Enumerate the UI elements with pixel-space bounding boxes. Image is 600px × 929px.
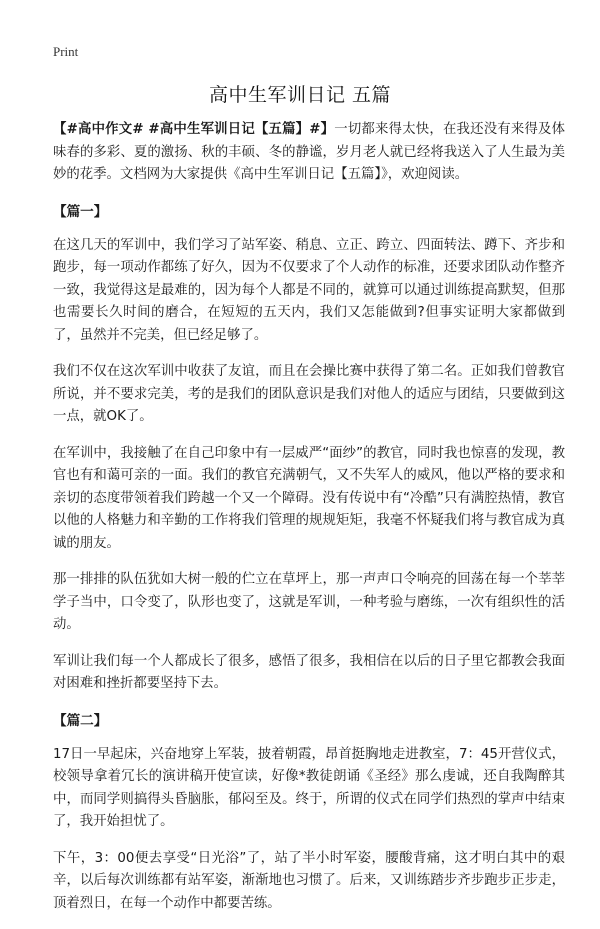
- section-2-paragraph-1: 17日一早起床，兴奋地穿上军装，披着朝霞，昂首挺胸地走进教室，7：45开营仪式，校领导拿着冗长的演讲稿开使宣读，好像*教徒朗诵《圣经》那么虔诚，还自我陶醉其中，而同学则搞得头昏脑胀，郁闷至及。终于，所谓的仪式在同学们热烈的掌声中结束了，我开始担忧了。: [53, 746, 565, 829]
- section-1-paragraph-1: 在这几天的军训中，我们学习了站军姿、稍息、立正、跨立、四面转法、蹲下、齐步和跑步，每一项动作都练了好久，因为不仅要求了个人动作的标准，还要求团队动作整齐一致，我觉得这是最难的，因为每个人都是不同的，就算可以通过训练提高默契，但那也需要长久时间的磨合，在短短的五天内，我们又怎能做到?但事实证明大家都做到了，虽然并不完美，但已经足够了。: [53, 237, 565, 343]
- print-link[interactable]: Print: [53, 44, 79, 59]
- page-title: 高中生军训日记 五篇: [208, 84, 392, 106]
- section-1-paragraph-2: 我们不仅在这次军训中收获了友谊，而且在会操比赛中获得了第二名。正如我们曾教官所说，并不要求完美，考的是我们的团队意识是我们对他人的适应与团结，只要做到这一点，就OK了。: [53, 364, 565, 424]
- intro-text: 一切都来得太快，在我还没有来得及体味春的多彩、夏的激扬、秋的丰硕、冬的静谧，岁月老人就已经将我送入了人生最为美妙的花季。文档网为大家提供《高中生军训日记【五篇】》，欢迎阅读。: [53, 122, 566, 182]
- section-heading-2: 【篇二】: [53, 712, 108, 729]
- section-1-paragraph-3: 在军训中，我接触了在自己印象中有一层威严“面纱”的教官，同时我也惊喜的发现，教官也有和蔼可亲的一面。我们的教官充满朝气，又不失军人的威风，他以严格的要求和亲切的态度带领着我们跨越一个又一个障碍。没有传说中有“冷酷”只有满腔热情，教官以他的人格魅力和辛勤的工作将我们管理的规规矩矩，我毫不怀疑我们将与教官成为真诚的朋友。: [53, 445, 565, 551]
- article-body: [53, 119, 565, 929]
- intro-tags: 【#高中作文# #高中生军训日记【五篇】#】: [53, 122, 335, 137]
- section-1-paragraph-5: 军训让我们每一个人都成长了很多，感悟了很多，我相信在以后的日子里它都教会我面对困难和挫折都要坚持下去。: [53, 653, 565, 691]
- intro-paragraph: [53, 119, 565, 187]
- section-heading-1: 【篇一】: [53, 203, 108, 220]
- section-1-paragraph-4: 那一排排的队伍犹如大树一般的伫立在草坪上，那一声声口令响亮的回荡在每一个莘莘学子当中，口令变了，队形也变了，这就是军训，一种考验与磨练，一次有组织性的活动。: [53, 572, 565, 632]
- section-2-paragraph-2: 下午，3：00便去享受“日光浴”了，站了半小时军姿，腰酸背痛，这才明白其中的艰辛，以后每次训练都有站军姿，渐渐地也习惯了。后来，又训练踏步齐步跑步正步走，顶着烈日，在每一个动作中都要苦练。: [53, 850, 565, 911]
